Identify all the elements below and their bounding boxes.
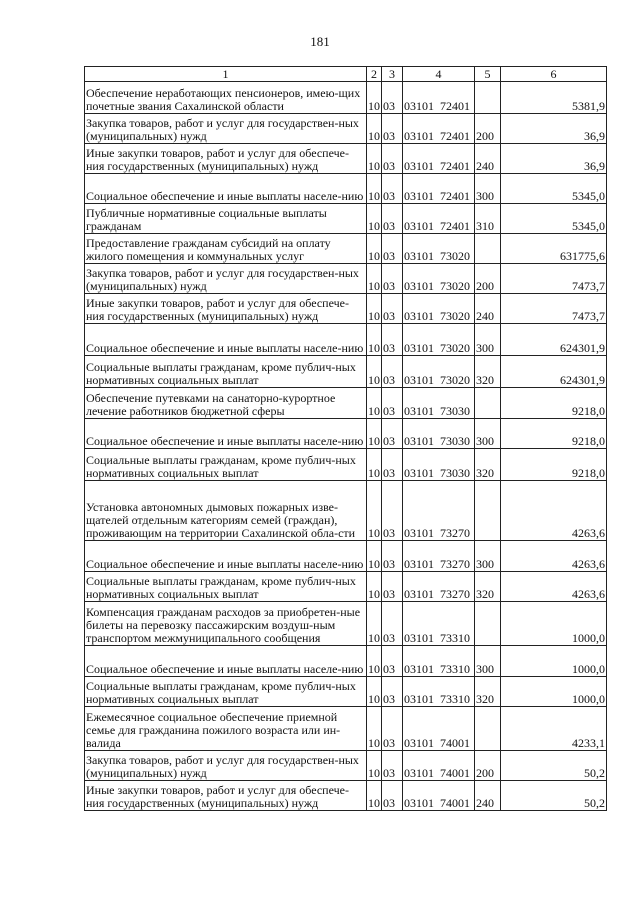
- table-row: [85, 204, 607, 234]
- row-section: 10: [367, 114, 382, 144]
- row-target-code: 03101 73310: [403, 677, 475, 707]
- table-row: [85, 82, 607, 114]
- row-amount: 4263,6: [501, 481, 607, 541]
- table-row: [85, 388, 607, 419]
- row-expense-group: [475, 481, 501, 541]
- row-subsection: 03: [382, 449, 403, 481]
- row-name: Социальное обеспечение и иные выплаты населе-нию: [85, 646, 367, 677]
- row-amount: 9218,0: [501, 419, 607, 449]
- table-row: [85, 707, 607, 751]
- row-expense-group: [475, 234, 501, 264]
- row-section: 10: [367, 82, 382, 114]
- row-subsection: 03: [382, 602, 403, 646]
- row-name: Социальные выплаты гражданам, кроме публич-ных нормативных социальных выплат: [85, 572, 367, 602]
- row-amount: 7473,7: [501, 264, 607, 294]
- row-name: Ежемесячное социальное обеспечение приемной семье для гражданина пожилого возраста или ин-валида: [85, 707, 367, 751]
- row-amount: 4233,1: [501, 707, 607, 751]
- row-expense-group: [475, 82, 501, 114]
- row-subsection: 03: [382, 707, 403, 751]
- row-target-code: 03101 74001: [403, 751, 475, 781]
- row-expense-group: 320: [475, 572, 501, 602]
- header-col-3: 3: [382, 67, 403, 82]
- row-expense-group: 300: [475, 174, 501, 204]
- row-section: 10: [367, 324, 382, 356]
- row-target-code: 03101 72401: [403, 204, 475, 234]
- row-expense-group: 310: [475, 204, 501, 234]
- table-row: [85, 114, 607, 144]
- row-section: 10: [367, 174, 382, 204]
- row-target-code: 03101 73310: [403, 646, 475, 677]
- row-subsection: 03: [382, 144, 403, 174]
- table-row: [85, 449, 607, 481]
- row-name: Обеспечение неработающих пенсионеров, имею-щих почетные звания Сахалинской области: [85, 82, 367, 114]
- table-row: [85, 602, 607, 646]
- row-target-code: 03101 73030: [403, 419, 475, 449]
- row-name: Социальные выплаты гражданам, кроме публич-ных нормативных социальных выплат: [85, 449, 367, 481]
- row-amount: 50,2: [501, 751, 607, 781]
- row-expense-group: 320: [475, 677, 501, 707]
- row-subsection: 03: [382, 481, 403, 541]
- row-subsection: 03: [382, 324, 403, 356]
- row-target-code: 03101 73270: [403, 572, 475, 602]
- row-target-code: 03101 72401: [403, 114, 475, 144]
- row-section: 10: [367, 144, 382, 174]
- header-col-5: 5: [475, 67, 501, 82]
- row-expense-group: 300: [475, 646, 501, 677]
- row-section: 10: [367, 449, 382, 481]
- row-subsection: 03: [382, 264, 403, 294]
- table-row: [85, 234, 607, 264]
- row-subsection: 03: [382, 174, 403, 204]
- row-amount: 631775,6: [501, 234, 607, 264]
- table-row: [85, 677, 607, 707]
- row-name: Закупка товаров, работ и услуг для государствен-ных (муниципальных) нужд: [85, 751, 367, 781]
- row-name: Публичные нормативные социальные выплаты гражданам: [85, 204, 367, 234]
- row-target-code: 03101 73020: [403, 356, 475, 388]
- row-amount: 4263,6: [501, 572, 607, 602]
- row-amount: 36,9: [501, 114, 607, 144]
- row-section: 10: [367, 646, 382, 677]
- table-row: [85, 419, 607, 449]
- header-row: [85, 67, 607, 82]
- table-row: [85, 481, 607, 541]
- table-row: [85, 646, 607, 677]
- row-section: 10: [367, 388, 382, 419]
- row-expense-group: 300: [475, 541, 501, 572]
- table-row: [85, 294, 607, 324]
- table-row: [85, 324, 607, 356]
- row-subsection: 03: [382, 751, 403, 781]
- row-section: 10: [367, 264, 382, 294]
- row-target-code: 03101 73020: [403, 324, 475, 356]
- row-expense-group: 240: [475, 294, 501, 324]
- row-expense-group: 200: [475, 264, 501, 294]
- row-expense-group: 300: [475, 324, 501, 356]
- row-name: Установка автономных дымовых пожарных изве-щателей отдельным категориям семей (граждан), проживающим на территории Сахалинской обла-сти: [85, 481, 367, 541]
- row-target-code: 03101 73020: [403, 294, 475, 324]
- row-subsection: 03: [382, 114, 403, 144]
- row-amount: 624301,9: [501, 324, 607, 356]
- row-section: 10: [367, 707, 382, 751]
- row-name: Иные закупки товаров, работ и услуг для обеспече-ния государственных (муниципальных) нужд: [85, 781, 367, 811]
- row-amount: 624301,9: [501, 356, 607, 388]
- row-expense-group: 240: [475, 781, 501, 811]
- header-col-4: 4: [403, 67, 475, 82]
- row-section: 10: [367, 234, 382, 264]
- budget-table: [84, 66, 607, 811]
- table-row: [85, 356, 607, 388]
- row-expense-group: 240: [475, 144, 501, 174]
- table-row: [85, 541, 607, 572]
- row-target-code: 03101 73270: [403, 481, 475, 541]
- row-name: Иные закупки товаров, работ и услуг для обеспече-ния государственных (муниципальных) нужд: [85, 144, 367, 174]
- row-amount: 1000,0: [501, 677, 607, 707]
- row-subsection: 03: [382, 646, 403, 677]
- row-section: 10: [367, 677, 382, 707]
- row-expense-group: 300: [475, 419, 501, 449]
- row-name: Социальные выплаты гражданам, кроме публич-ных нормативных социальных выплат: [85, 356, 367, 388]
- row-name: Социальное обеспечение и иные выплаты населе-нию: [85, 324, 367, 356]
- row-target-code: 03101 74001: [403, 707, 475, 751]
- row-amount: 50,2: [501, 781, 607, 811]
- row-subsection: 03: [382, 781, 403, 811]
- row-name: Предоставление гражданам субсидий на оплату жилого помещения и коммунальных услуг: [85, 234, 367, 264]
- row-subsection: 03: [382, 234, 403, 264]
- row-target-code: 03101 72401: [403, 174, 475, 204]
- row-name: Социальное обеспечение и иные выплаты населе-нию: [85, 541, 367, 572]
- table-row: [85, 174, 607, 204]
- row-subsection: 03: [382, 572, 403, 602]
- row-expense-group: 200: [475, 114, 501, 144]
- row-amount: 1000,0: [501, 646, 607, 677]
- table-row: [85, 572, 607, 602]
- row-amount: 36,9: [501, 144, 607, 174]
- row-subsection: 03: [382, 388, 403, 419]
- row-name: Закупка товаров, работ и услуг для государствен-ных (муниципальных) нужд: [85, 114, 367, 144]
- row-target-code: 03101 73310: [403, 602, 475, 646]
- row-expense-group: [475, 707, 501, 751]
- row-target-code: 03101 72401: [403, 144, 475, 174]
- row-amount: 9218,0: [501, 388, 607, 419]
- row-target-code: 03101 73020: [403, 264, 475, 294]
- row-amount: 4263,6: [501, 541, 607, 572]
- row-subsection: 03: [382, 677, 403, 707]
- row-amount: 1000,0: [501, 602, 607, 646]
- header-col-2: 2: [367, 67, 382, 82]
- row-name: Социальное обеспечение и иные выплаты населе-нию: [85, 174, 367, 204]
- row-subsection: 03: [382, 419, 403, 449]
- row-target-code: 03101 73030: [403, 388, 475, 419]
- row-subsection: 03: [382, 356, 403, 388]
- row-section: 10: [367, 481, 382, 541]
- row-subsection: 03: [382, 204, 403, 234]
- row-amount: 5381,9: [501, 82, 607, 114]
- row-name: Закупка товаров, работ и услуг для государствен-ных (муниципальных) нужд: [85, 264, 367, 294]
- row-section: 10: [367, 294, 382, 324]
- table-body: [85, 82, 607, 811]
- table-row: [85, 144, 607, 174]
- row-section: 10: [367, 204, 382, 234]
- row-amount: 5345,0: [501, 174, 607, 204]
- row-section: 10: [367, 602, 382, 646]
- row-name: Социальные выплаты гражданам, кроме публич-ных нормативных социальных выплат: [85, 677, 367, 707]
- row-target-code: 03101 72401: [403, 82, 475, 114]
- row-name: Иные закупки товаров, работ и услуг для обеспече-ния государственных (муниципальных) нужд: [85, 294, 367, 324]
- row-expense-group: [475, 388, 501, 419]
- table-row: [85, 264, 607, 294]
- table-row: [85, 751, 607, 781]
- row-target-code: 03101 73270: [403, 541, 475, 572]
- row-target-code: 03101 73030: [403, 449, 475, 481]
- row-expense-group: 320: [475, 356, 501, 388]
- row-target-code: 03101 73020: [403, 234, 475, 264]
- row-subsection: 03: [382, 541, 403, 572]
- row-section: 10: [367, 781, 382, 811]
- header-col-6: 6: [501, 67, 607, 82]
- row-amount: 7473,7: [501, 294, 607, 324]
- table-row: [85, 781, 607, 811]
- row-amount: 5345,0: [501, 204, 607, 234]
- row-name: Социальное обеспечение и иные выплаты населе-нию: [85, 419, 367, 449]
- row-target-code: 03101 74001: [403, 781, 475, 811]
- row-section: 10: [367, 572, 382, 602]
- row-subsection: 03: [382, 294, 403, 324]
- row-subsection: 03: [382, 82, 403, 114]
- row-expense-group: 320: [475, 449, 501, 481]
- row-name: Компенсация гражданам расходов за приобретен-ные билеты на перевозку пассажирским воздуш-ным транспортом межмуниципального сообщения: [85, 602, 367, 646]
- row-section: 10: [367, 751, 382, 781]
- page-number: 181: [310, 34, 330, 49]
- row-section: 10: [367, 356, 382, 388]
- header-col-1: 1: [85, 67, 367, 82]
- row-expense-group: 200: [475, 751, 501, 781]
- row-amount: 9218,0: [501, 449, 607, 481]
- row-name: Обеспечение путевками на санаторно-курортное лечение работников бюджетной сферы: [85, 388, 367, 419]
- row-expense-group: [475, 602, 501, 646]
- row-section: 10: [367, 541, 382, 572]
- row-section: 10: [367, 419, 382, 449]
